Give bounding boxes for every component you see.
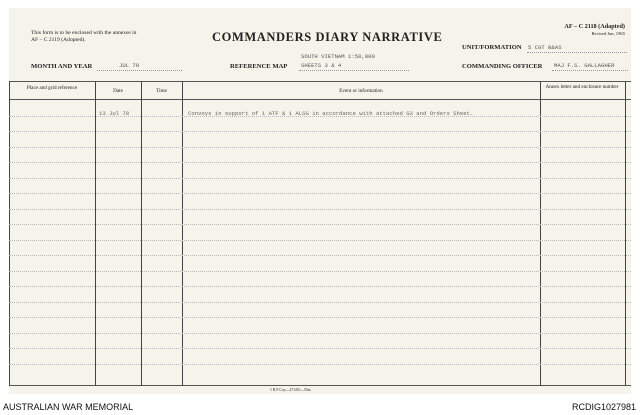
row-rule — [9, 147, 631, 148]
entry-event: Convoys in support of 1 ATF & 1 ALSG in accordance with attached G3 and Orders Sheet. — [188, 110, 474, 117]
unit-underline — [527, 52, 627, 53]
header-date: Date — [113, 88, 123, 94]
row-rule — [9, 162, 631, 163]
col-border — [182, 81, 183, 386]
table-header-border — [9, 99, 631, 100]
header-place: Place and grid reference — [26, 85, 78, 91]
col-border — [141, 81, 142, 386]
archive-caption-left: AUSTRALIAN WAR MEMORIAL — [3, 402, 134, 412]
row-rule — [9, 271, 631, 272]
col-border — [625, 81, 626, 386]
row-rule — [9, 131, 631, 132]
row-rule — [9, 193, 631, 194]
row-rule — [9, 317, 631, 318]
month-value: JUL 70 — [119, 62, 140, 69]
col-border — [540, 81, 541, 386]
diary-form-sheet — [9, 8, 631, 394]
refmap-underline — [299, 70, 409, 71]
printer-imprint: 1 B F Coy—271/65—55m — [270, 388, 311, 392]
diary-table — [9, 81, 631, 386]
entry-date: 13 Jul 70 — [99, 110, 130, 117]
archive-caption-right: RCDIG1027981 — [571, 402, 636, 412]
month-underline — [97, 70, 182, 71]
header-event: Event or information — [339, 88, 383, 94]
unit-value: 5 CGT B&AS — [528, 44, 562, 51]
table-top-border — [9, 81, 631, 82]
row-rule — [9, 333, 631, 334]
revised-date: Revised Jan, 1965 — [591, 31, 625, 36]
row-rule — [9, 240, 631, 241]
refmap-label: REFERENCE MAP — [230, 63, 288, 70]
refmap-line2: SHEETS 3 & 4 — [301, 62, 342, 69]
row-rule — [9, 364, 631, 365]
unit-label: UNIT/FORMATION — [462, 44, 522, 51]
col-border — [95, 81, 96, 386]
header-time: Time — [156, 88, 167, 94]
col-border — [9, 81, 10, 386]
co-label: COMMANDING OFFICER — [462, 63, 543, 70]
row-rule — [9, 302, 631, 303]
form-code: AF – C 2118 (Adapted) — [564, 23, 625, 30]
month-label: MONTH AND YEAR — [31, 63, 93, 70]
row-rule — [9, 224, 631, 225]
form-title: COMMANDERS DIARY NARRATIVE — [212, 30, 443, 44]
row-rule — [9, 286, 631, 287]
table-bottom-border — [9, 385, 631, 386]
co-value: MAJ F.S. GALLAGHER — [554, 62, 615, 69]
co-underline — [552, 70, 628, 71]
enclosure-note: This form is to be enclosed with the annexes in AF – C 2119 (Adopted). — [31, 30, 137, 43]
row-rule — [9, 348, 631, 349]
row-rule — [9, 255, 631, 256]
header-annex: Annex letter and enclosure number — [545, 84, 619, 90]
row-rule — [9, 209, 631, 210]
row-rule — [9, 178, 631, 179]
refmap-line1: SOUTH VIETNAM 1:50,000 — [301, 53, 375, 60]
